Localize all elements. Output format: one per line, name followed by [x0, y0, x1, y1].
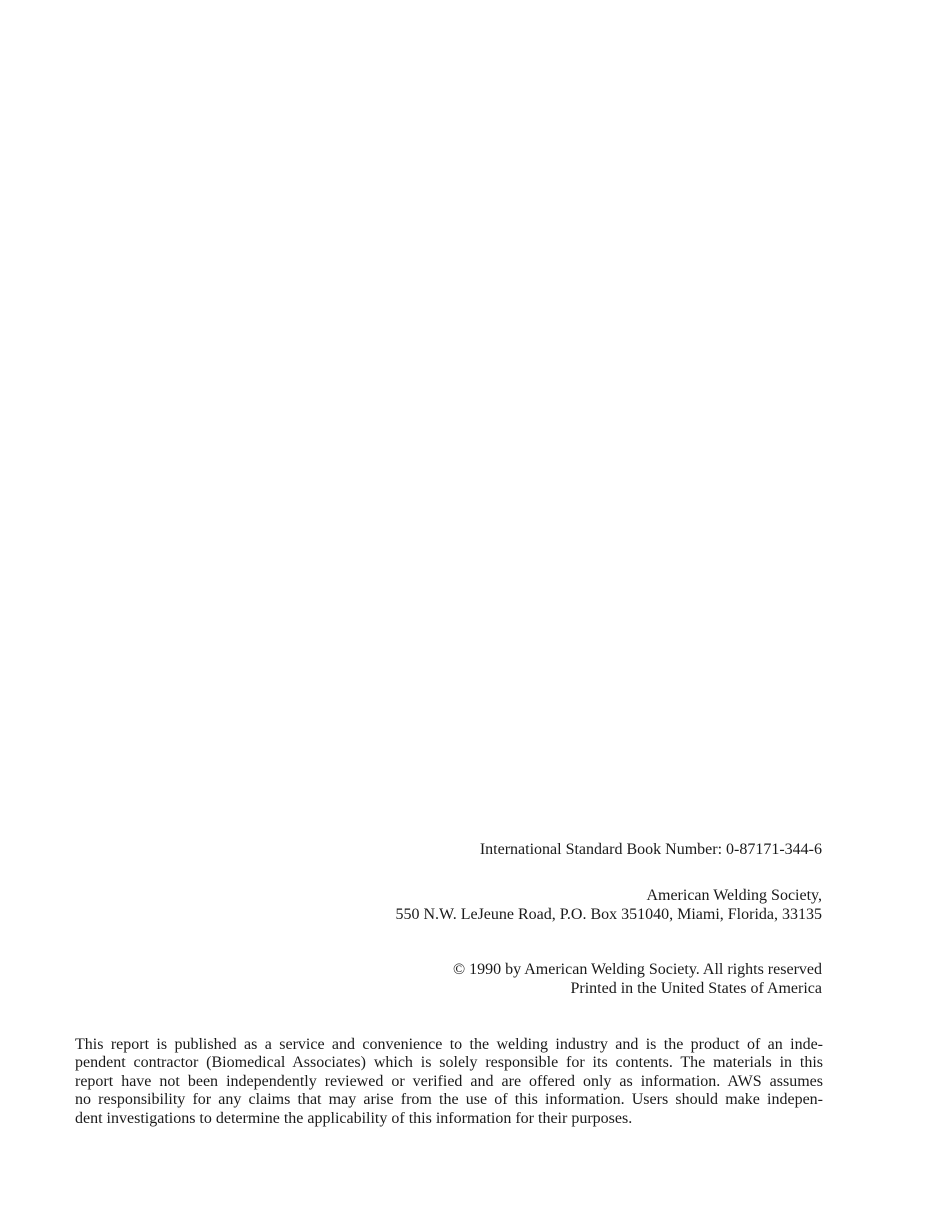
- disclaimer-line: no responsibility for any claims that may arise from the use of this information. Users should make indepen-: [75, 1091, 823, 1109]
- disclaimer-line: dent investigations to determine the applicability of this information for their purposes.: [75, 1109, 633, 1127]
- isbn-text: International Standard Book Number: 0-87171-344-6: [479, 841, 822, 858]
- disclaimer-line: pendent contractor (Biomedical Associates) which is solely responsible for its contents. The materials in this: [75, 1054, 823, 1072]
- publisher-name: American Welding Society,: [646, 887, 822, 904]
- printed-notice: Printed in the United States of America: [570, 980, 822, 997]
- disclaimer-paragraph: [75, 1036, 823, 1128]
- copyright-notice: © 1990 by American Welding Society. All rights reserved: [452, 961, 822, 978]
- publisher-block: [396, 886, 823, 924]
- disclaimer-line: report have not been independently reviewed or verified and are offered only as information. AWS assumes: [75, 1072, 823, 1090]
- disclaimer-line: This report is published as a service and convenience to the welding industry and is the product of an inde-: [75, 1036, 823, 1053]
- copyright-block: [453, 960, 822, 998]
- isbn-block: [480, 840, 822, 859]
- publisher-address: 550 N.W. LeJeune Road, P.O. Box 351040, Miami, Florida, 33135: [395, 906, 822, 923]
